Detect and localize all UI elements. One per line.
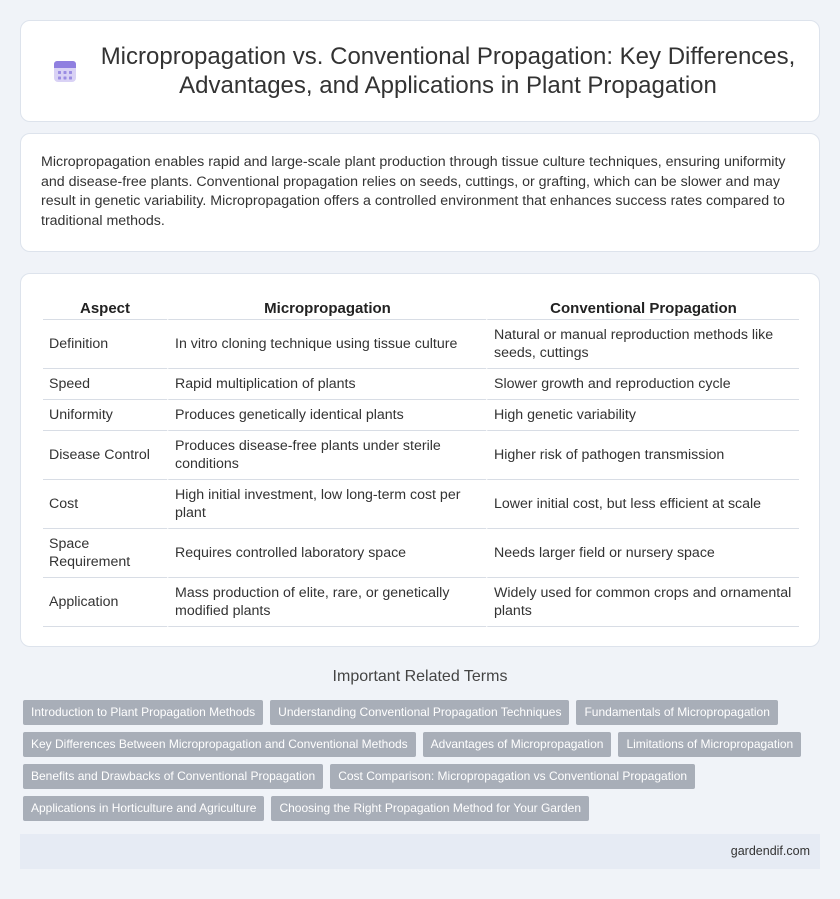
related-term-tag[interactable]: Introduction to Plant Propagation Methods: [23, 700, 263, 725]
related-term-tag[interactable]: Benefits and Drawbacks of Conventional Propagation: [23, 764, 323, 789]
related-terms-title: Important Related Terms: [332, 668, 508, 685]
table-cell: Produces disease-free plants under sterile conditions: [167, 431, 486, 480]
table-cell: Produces genetically identical plants: [167, 400, 486, 431]
table-row: [43, 400, 799, 431]
table-cell: Needs larger field or nursery space: [486, 529, 799, 578]
table-cell: Rapid multiplication of plants: [167, 369, 486, 400]
related-term-tag[interactable]: Understanding Conventional Propagation Techniques: [270, 700, 569, 725]
header-card: [20, 20, 820, 122]
related-term-tag[interactable]: Fundamentals of Micropropagation: [576, 700, 777, 725]
intro-paragraph: Micropropagation enables rapid and large-scale plant production through tissue culture techniques, ensuring uniformity and disease-free plants. Conventional propagation relies on seeds, cuttings, or grafting, which can be slower and may result in genetic variability. Micropropagation offers a controlled environment that enhances success rates compared to traditional methods.: [41, 154, 786, 229]
related-term-tag[interactable]: Advantages of Micropropagation: [423, 732, 612, 757]
table-header-row: [43, 294, 799, 320]
column-header: Aspect: [43, 294, 167, 320]
table-cell-aspect: Cost: [43, 480, 167, 529]
related-term-tag[interactable]: Applications in Horticulture and Agriculture: [23, 796, 264, 821]
table-cell: Higher risk of pathogen transmission: [486, 431, 799, 480]
table-cell-aspect: Space Requirement: [43, 529, 167, 578]
table-row: [43, 431, 799, 480]
related-term-tag[interactable]: Key Differences Between Micropropagation and Conventional Methods: [23, 732, 416, 757]
table-row: [43, 529, 799, 578]
table-row: [43, 369, 799, 400]
table-row: [43, 320, 799, 369]
table-cell: Widely used for common crops and ornamental plants: [486, 578, 799, 627]
table-cell: Natural or manual reproduction methods like seeds, cuttings: [486, 320, 799, 369]
related-term-tag[interactable]: Limitations of Micropropagation: [618, 732, 801, 757]
related-term-tag[interactable]: Cost Comparison: Micropropagation vs Conventional Propagation: [330, 764, 695, 789]
footer-site-link[interactable]: gardendif.com: [730, 844, 810, 858]
calendar-icon: [51, 57, 79, 85]
related-term-tag[interactable]: Choosing the Right Propagation Method for Your Garden: [271, 796, 589, 821]
related-terms-tags: [23, 700, 823, 828]
table-cell: Mass production of elite, rare, or genetically modified plants: [167, 578, 486, 627]
table-cell-aspect: Speed: [43, 369, 167, 400]
intro-card: [20, 133, 820, 252]
table-cell: Requires controlled laboratory space: [167, 529, 486, 578]
table-cell: High initial investment, low long-term cost per plant: [167, 480, 486, 529]
table-row: [43, 480, 799, 529]
table-cell: High genetic variability: [486, 400, 799, 431]
footer: [20, 834, 820, 869]
comparison-table: [43, 294, 799, 627]
page-title: Micropropagation vs. Conventional Propagation: Key Differences, Advantages, and Applications in Plant Propagation: [100, 43, 796, 99]
table-cell-aspect: Uniformity: [43, 400, 167, 431]
table-cell-aspect: Application: [43, 578, 167, 627]
table-cell-aspect: Disease Control: [43, 431, 167, 480]
table-cell: Slower growth and reproduction cycle: [486, 369, 799, 400]
comparison-table-card: [20, 273, 820, 647]
column-header: Micropropagation: [167, 294, 486, 320]
table-cell: In vitro cloning technique using tissue culture: [167, 320, 486, 369]
table-cell-aspect: Definition: [43, 320, 167, 369]
column-header: Conventional Propagation: [486, 294, 799, 320]
table-cell: Lower initial cost, but less efficient at scale: [486, 480, 799, 529]
table-row: [43, 578, 799, 627]
